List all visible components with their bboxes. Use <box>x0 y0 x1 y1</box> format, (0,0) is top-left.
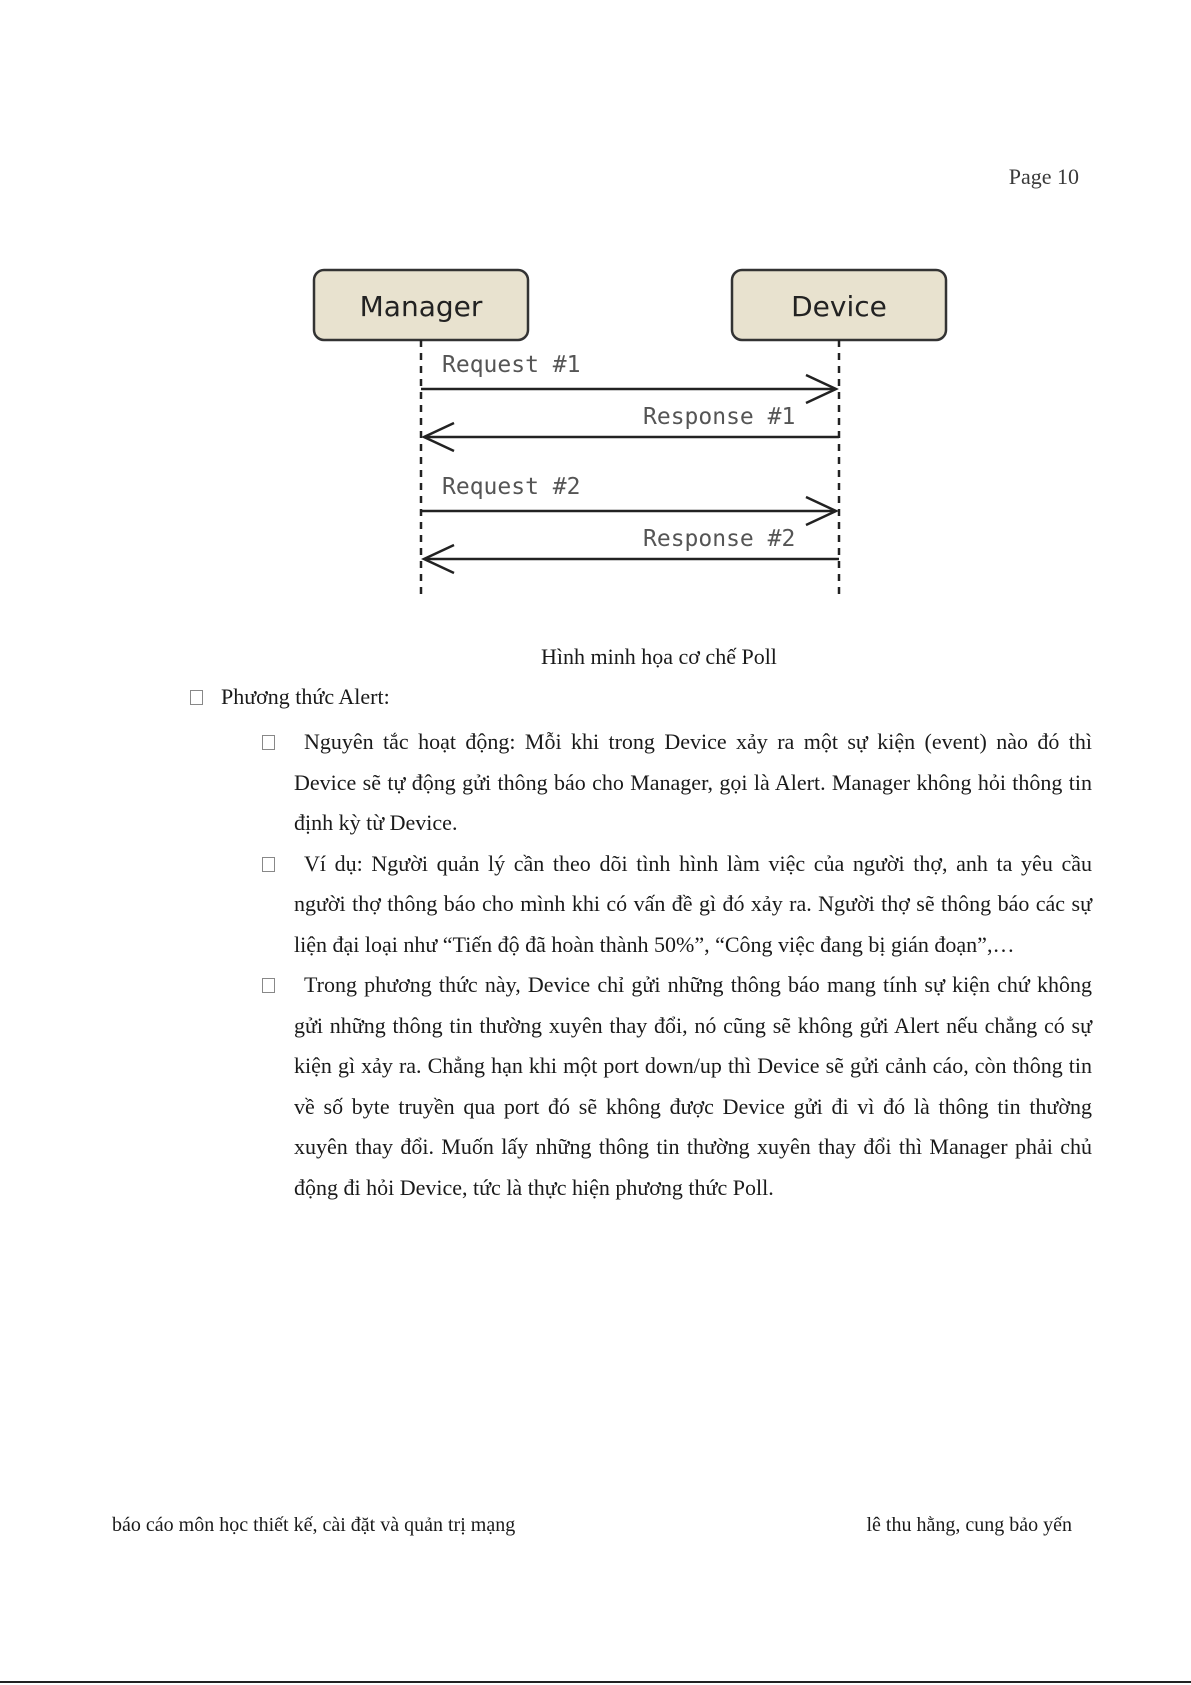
page-number: Page 10 <box>1008 164 1079 189</box>
section-heading <box>190 684 390 710</box>
bottom-divider <box>0 1681 1191 1683</box>
list-item <box>262 844 1092 966</box>
list-item <box>262 965 1092 1208</box>
alert-details-list <box>262 722 1092 1208</box>
section-title: Phương thức Alert: <box>221 684 390 709</box>
list-item <box>262 722 1092 844</box>
bullet-icon <box>262 978 275 993</box>
list-item-text: Trong phương thức này, Device chỉ gửi những thông báo mang tính sự kiện chứ không gửi những thông tin thường xuyên thay đổi, nó cũng sẽ không gửi Alert nếu chẳng có sự kiện gì xảy ra. Chẳng hạn khi một port down/up thì Device sẽ gửi cảnh cáo, còn thông tin về số byte truyền qua port đó sẽ không được Device gửi đi vì đó là thông tin thường xuyên thay đổi. Muốn lấy những thông tin thường xuyên thay đổi thì Manager phải chủ động đi hỏi Device, tức là thực hiện phương thức Poll. <box>294 972 1092 1200</box>
figure-caption: Hình minh họa cơ chế Poll <box>541 644 777 669</box>
bullet-icon <box>262 735 275 750</box>
response-1-label: Response #1 <box>643 404 796 430</box>
request-1-label: Request #1 <box>442 352 581 378</box>
bullet-icon <box>262 857 275 872</box>
device-label: Device <box>791 290 887 323</box>
manager-label: Manager <box>359 290 483 323</box>
request-2-label: Request #2 <box>442 474 581 500</box>
poll-sequence-diagram <box>300 262 960 602</box>
list-item-text: Ví dụ: Người quản lý cần theo dõi tình hình làm việc của người thợ, anh ta yêu cầu người thợ thông báo cho mình khi có vấn đề gì đó xảy ra. Người thợ sẽ thông báo các sự liện đại loại như “Tiến độ đã hoàn thành 50%”, “Công việc đang bị gián đoạn”,… <box>294 850 1092 957</box>
bullet-icon <box>190 690 203 705</box>
footer-authors: lê thu hằng, cung bảo yến <box>866 1514 1072 1536</box>
footer-course-title: báo cáo môn học thiết kế, cài đặt và quản trị mạng <box>112 1514 516 1536</box>
list-item-text: Nguyên tắc hoạt động: Mỗi khi trong Device xảy ra một sự kiện (event) nào đó thì Device sẽ tự động gửi thông báo cho Manager, gọi là Alert. Manager không hỏi thông tin định kỳ từ Device. <box>294 729 1092 835</box>
response-2-label: Response #2 <box>643 526 796 552</box>
